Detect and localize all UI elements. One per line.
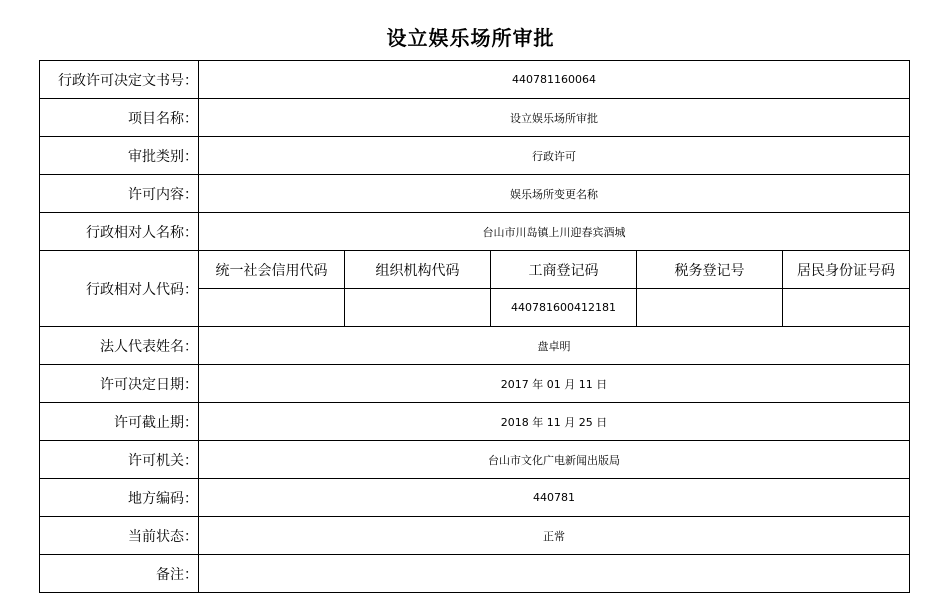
project-name-label: 项目名称：	[40, 99, 199, 137]
local-code-label: 地方编码：	[40, 479, 199, 517]
license-content-value: 娱乐场所变更名称	[199, 175, 910, 213]
row-counterparty-name	[40, 213, 910, 251]
value-org-code	[345, 289, 491, 327]
row-decision-number	[40, 61, 910, 99]
remarks-label: 备注：	[40, 555, 199, 593]
row-counterparty-code-headers	[40, 251, 910, 289]
row-approval-type	[40, 137, 910, 175]
value-credit-code	[199, 289, 345, 327]
row-license-content	[40, 175, 910, 213]
decision-date-label: 许可决定日期：	[40, 365, 199, 403]
approval-table	[39, 60, 910, 593]
legal-rep-label: 法人代表姓名：	[40, 327, 199, 365]
authority-label: 许可机关：	[40, 441, 199, 479]
header-tax-reg: 税务登记号	[637, 251, 783, 289]
header-credit-code: 统一社会信用代码	[199, 251, 345, 289]
local-code-value: 440781	[199, 479, 910, 517]
approval-type-value: 行政许可	[199, 137, 910, 175]
row-remarks	[40, 555, 910, 593]
row-decision-date	[40, 365, 910, 403]
project-name-value: 设立娱乐场所审批	[199, 99, 910, 137]
authority-value: 台山市文化广电新闻出版局	[199, 441, 910, 479]
row-authority	[40, 441, 910, 479]
license-content-label: 许可内容：	[40, 175, 199, 213]
row-local-code	[40, 479, 910, 517]
row-legal-rep	[40, 327, 910, 365]
status-value: 正常	[199, 517, 910, 555]
value-id-number	[783, 289, 910, 327]
approval-type-label: 审批类别：	[40, 137, 199, 175]
legal-rep-value: 盘卓明	[199, 327, 910, 365]
page-title: 设立娱乐场所审批	[386, 26, 555, 50]
row-status	[40, 517, 910, 555]
counterparty-code-label: 行政相对人代码：	[40, 251, 199, 327]
remarks-value	[199, 555, 910, 593]
row-expiry-date	[40, 403, 910, 441]
counterparty-name-label: 行政相对人名称：	[40, 213, 199, 251]
status-label: 当前状态：	[40, 517, 199, 555]
header-org-code: 组织机构代码	[345, 251, 491, 289]
header-business-reg: 工商登记码	[491, 251, 637, 289]
decision-number-value: 440781160064	[199, 61, 910, 99]
expiry-date-label: 许可截止期：	[40, 403, 199, 441]
decision-date-value: 2017 年 01 月 11 日	[199, 365, 910, 403]
value-business-reg: 440781600412181	[491, 289, 637, 327]
row-project-name	[40, 99, 910, 137]
value-tax-reg	[637, 289, 783, 327]
decision-number-label: 行政许可决定文书号：	[40, 61, 199, 99]
expiry-date-value: 2018 年 11 月 25 日	[199, 403, 910, 441]
header-id-number: 居民身份证号码	[783, 251, 910, 289]
counterparty-name-value: 台山市川岛镇上川迎春宾酒城	[199, 213, 910, 251]
